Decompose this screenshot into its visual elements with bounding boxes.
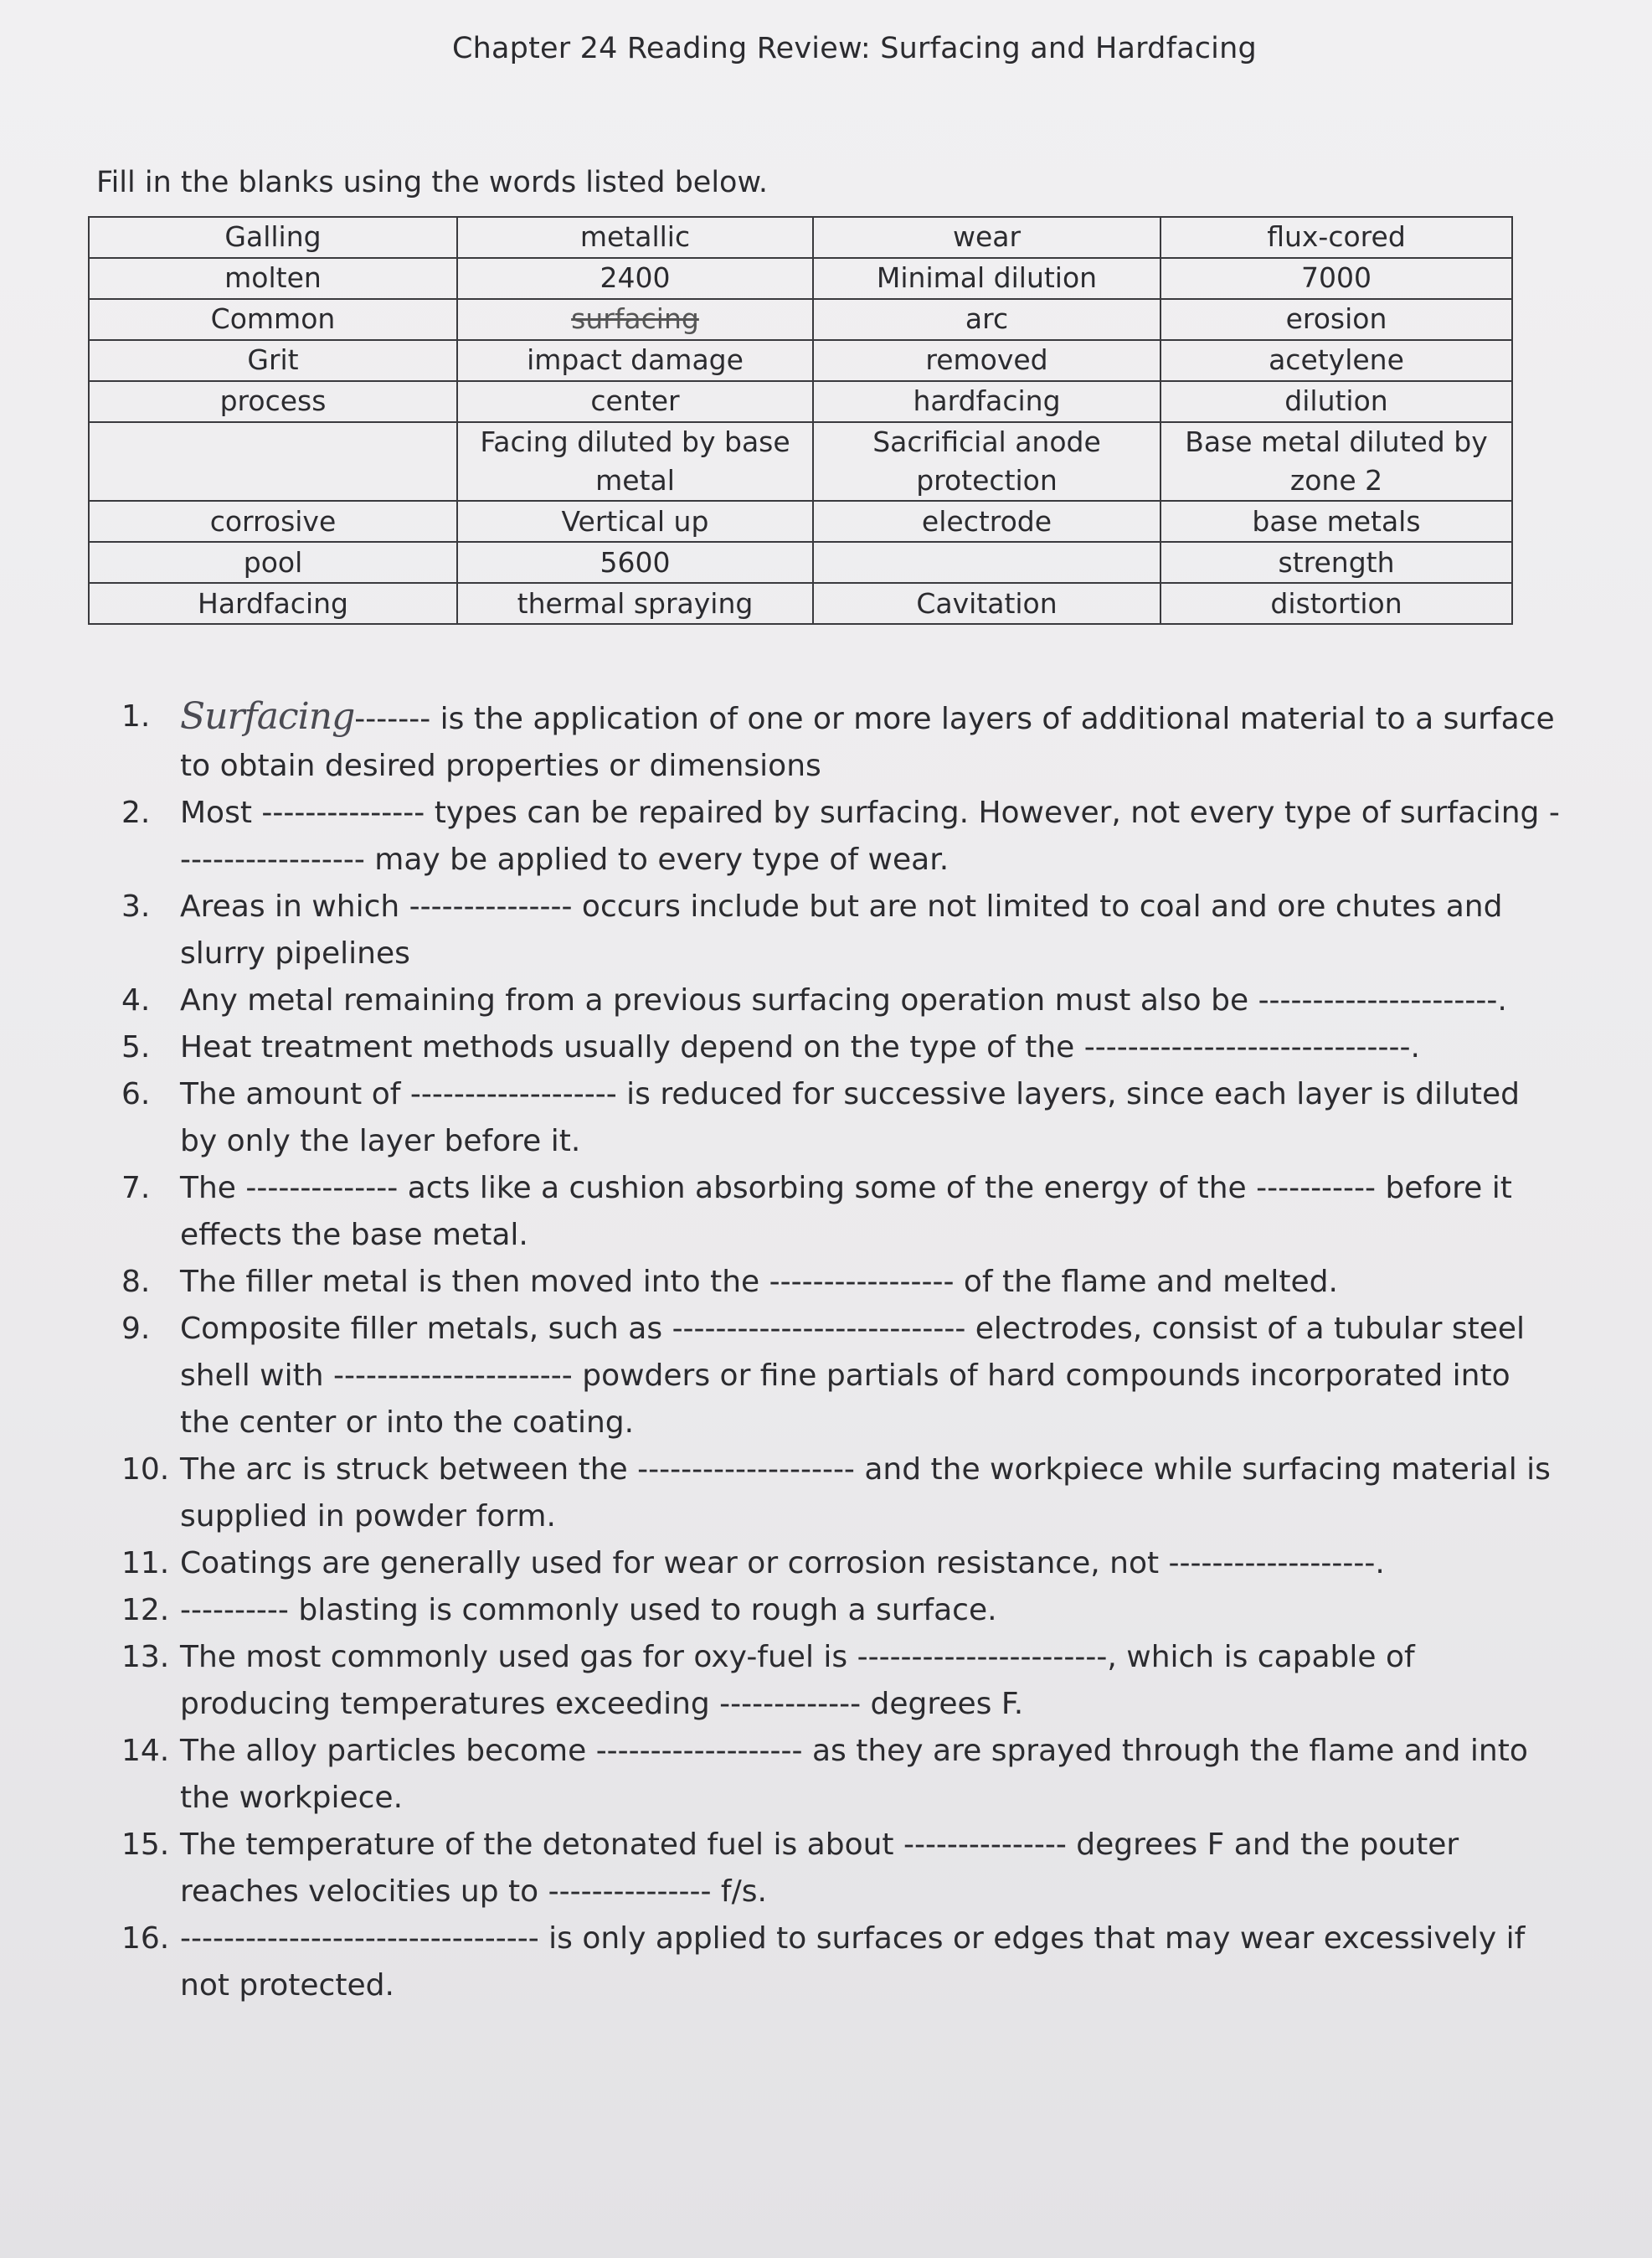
question-item xyxy=(121,1728,1562,1822)
question-number: 2. xyxy=(121,796,151,830)
word-bank-row xyxy=(89,542,1512,583)
question-number: 16. xyxy=(121,1921,170,1956)
question-item xyxy=(121,1822,1562,1915)
word-bank-cell: electrode xyxy=(813,501,1161,542)
word-bank-cell: center xyxy=(457,381,813,422)
word-bank-cell: Galling xyxy=(89,217,457,258)
question-item xyxy=(121,1306,1562,1446)
question-number: 11. xyxy=(121,1546,170,1580)
page-title: Chapter 24 Reading Review: Surfacing and Hardfacing xyxy=(452,32,1257,65)
handwritten-answer: Surfacing xyxy=(180,695,355,738)
question-number: 10. xyxy=(121,1452,170,1487)
word-bank-cell: 7000 xyxy=(1161,258,1512,299)
word-bank-cell: erosion xyxy=(1161,299,1512,340)
word-bank-row xyxy=(89,583,1512,624)
word-bank-table xyxy=(88,216,1513,625)
word-bank-cell: Base metal diluted by zone 2 xyxy=(1161,422,1512,501)
question-item xyxy=(121,790,1562,884)
question-item xyxy=(121,1071,1562,1165)
question-item xyxy=(121,884,1562,977)
question-item xyxy=(121,1165,1562,1259)
question-text: ------- is the application of one or more layers of additional material to a surface to obtain desired properties or dimensions xyxy=(180,702,1555,783)
question-text: ---------- blasting is commonly used to rough a surface. xyxy=(180,1593,997,1627)
question-number: 8. xyxy=(121,1265,151,1299)
question-text: The filler metal is then moved into the ----------------- of the flame and melted. xyxy=(180,1265,1338,1299)
word-bank-row xyxy=(89,422,1512,501)
question-text: The most commonly used gas for oxy-fuel is -----------------------, which is capable of producing temperatures exceeding ------------- degrees F. xyxy=(180,1640,1415,1721)
question-text: Most --------------- types can be repaired by surfacing. However, not every type of surfacing ------------------ may be applied to every type of wear. xyxy=(180,796,1560,877)
question-number: 3. xyxy=(121,889,151,924)
word-bank-cell: pool xyxy=(89,542,457,583)
question-text: The -------------- acts like a cushion absorbing some of the energy of the ----------- before it effects the base metal. xyxy=(180,1171,1512,1252)
question-number: 5. xyxy=(121,1030,151,1065)
word-bank-cell: 5600 xyxy=(457,542,813,583)
word-bank-cell: dilution xyxy=(1161,381,1512,422)
word-bank-cell: corrosive xyxy=(89,501,457,542)
word-bank-cell: flux-cored xyxy=(1161,217,1512,258)
question-number: 6. xyxy=(121,1077,151,1111)
question-text: The arc is struck between the -------------------- and the workpiece while surfacing material is supplied in powder form. xyxy=(180,1452,1551,1534)
question-number: 1. xyxy=(121,699,151,734)
word-bank-cell: strength xyxy=(1161,542,1512,583)
word-bank-cell: base metals xyxy=(1161,501,1512,542)
word-bank-row xyxy=(89,217,1512,258)
word-bank-cell: process xyxy=(89,381,457,422)
question-number: 12. xyxy=(121,1593,170,1627)
question-number: 7. xyxy=(121,1171,151,1205)
question-text: The alloy particles become ------------------- as they are sprayed through the flame and into the workpiece. xyxy=(180,1734,1528,1815)
word-bank-cell: acetylene xyxy=(1161,340,1512,381)
question-text: Areas in which --------------- occurs include but are not limited to coal and ore chutes and slurry pipelines xyxy=(180,889,1503,971)
word-bank-cell: thermal spraying xyxy=(457,583,813,624)
instructions: Fill in the blanks using the words listed below. xyxy=(96,166,769,199)
word-bank-cell xyxy=(813,542,1161,583)
word-bank-cell: Sacrificial anode protection xyxy=(813,422,1161,501)
word-bank-row xyxy=(89,381,1512,422)
question-text: Any metal remaining from a previous surfacing operation must also be ----------------------. xyxy=(180,983,1507,1018)
word-bank-cell: Vertical up xyxy=(457,501,813,542)
question-item xyxy=(121,693,1562,790)
word-bank-row xyxy=(89,299,1512,340)
question-item xyxy=(121,1024,1562,1071)
question-number: 13. xyxy=(121,1640,170,1674)
word-bank-cell: molten xyxy=(89,258,457,299)
question-number: 9. xyxy=(121,1312,151,1346)
word-bank-cell: 2400 xyxy=(457,258,813,299)
word-bank-cell: Common xyxy=(89,299,457,340)
word-bank-row xyxy=(89,258,1512,299)
question-text: --------------------------------- is only applied to surfaces or edges that may wear excessively if not protected. xyxy=(180,1921,1526,2003)
word-bank-cell: Minimal dilution xyxy=(813,258,1161,299)
question-number: 4. xyxy=(121,983,151,1018)
question-text: Coatings are generally used for wear or corrosion resistance, not -------------------. xyxy=(180,1546,1385,1580)
question-text: The amount of ------------------- is reduced for successive layers, since each layer is diluted by only the layer before it. xyxy=(180,1077,1520,1158)
word-bank-cell: Cavitation xyxy=(813,583,1161,624)
word-bank-row xyxy=(89,501,1512,542)
question-text: Composite filler metals, such as --------------------------- electrodes, consist of a tubular steel shell with ---------------------- powders or fine partials of hard compounds incorporated into the center or into the coating. xyxy=(180,1312,1526,1440)
question-text: Heat treatment methods usually depend on the type of the ------------------------------. xyxy=(180,1030,1420,1065)
word-bank-cell: metallic xyxy=(457,217,813,258)
word-bank-cell: Grit xyxy=(89,340,457,381)
question-item xyxy=(121,1915,1562,2009)
word-bank-cell: Hardfacing xyxy=(89,583,457,624)
question-item xyxy=(121,1540,1562,1587)
question-item xyxy=(121,1259,1562,1306)
word-bank-cell: hardfacing xyxy=(813,381,1161,422)
question-number: 15. xyxy=(121,1828,170,1862)
question-number: 14. xyxy=(121,1734,170,1768)
word-bank-cell: arc xyxy=(813,299,1161,340)
question-text: The temperature of the detonated fuel is about --------------- degrees F and the pouter reaches velocities up to --------------- f/s. xyxy=(180,1828,1459,1909)
word-bank-cell: removed xyxy=(813,340,1161,381)
question-item xyxy=(121,1446,1562,1540)
question-item xyxy=(121,1634,1562,1728)
question-list xyxy=(121,693,1562,2009)
word-bank-cell: impact damage xyxy=(457,340,813,381)
word-bank-cell: wear xyxy=(813,217,1161,258)
word-bank-cell: surfacing xyxy=(457,299,813,340)
word-bank-cell xyxy=(89,422,457,501)
word-bank-cell: distortion xyxy=(1161,583,1512,624)
word-bank-cell: Facing diluted by base metal xyxy=(457,422,813,501)
question-item xyxy=(121,1587,1562,1634)
word-bank-row xyxy=(89,340,1512,381)
question-item xyxy=(121,977,1562,1024)
